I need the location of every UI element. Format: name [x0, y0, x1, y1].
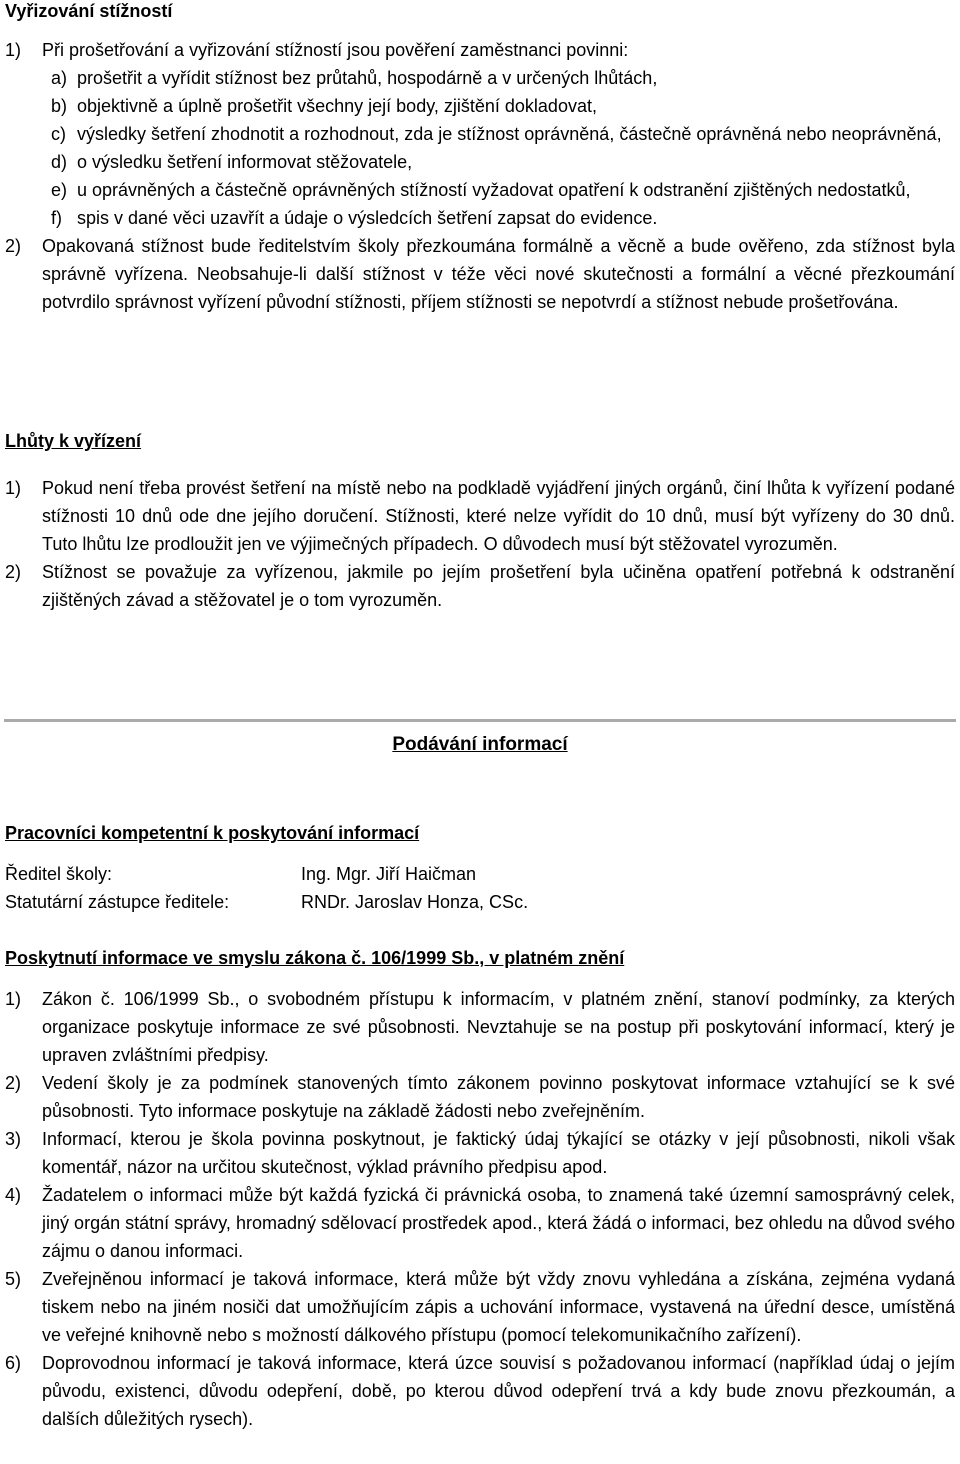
heading-podavani-informaci: Podávání informací — [392, 734, 568, 755]
item-number: 4) — [5, 1185, 22, 1205]
heading-pracovnici-kompetentni: Pracovníci kompetentní k poskytování informací — [5, 823, 420, 843]
item-text: Doprovodnou informací je taková informace, která úzce souvisí s požadovanou informací (například údaj o jejím původu, existenci, důvodu odepření, době, po kterou důvod odepření trvá a kdy bude znovu přezkoumán, a dalších důležitých rysech). — [42, 1353, 955, 1429]
heading-poskytnuti-informace: Poskytnutí informace ve smyslu zákona č. 106/1999 Sb., v platném znění — [5, 948, 625, 968]
section-lhuty-list — [5, 474, 955, 614]
list-item — [5, 36, 955, 64]
item-number: 2) — [5, 236, 22, 256]
sub-list — [5, 64, 955, 232]
sub-letter: e) — [51, 180, 68, 200]
list-item — [5, 232, 955, 316]
sub-item — [5, 64, 955, 92]
sub-item — [5, 148, 955, 176]
item-number: 3) — [5, 1129, 22, 1149]
item-number: 2) — [5, 562, 22, 582]
sub-letter: a) — [51, 68, 68, 88]
item-text: Opakovaná stížnost bude ředitelstvím školy přezkoumána formálně a věcně a bude ověřeno, zda stížnost byla správně vyřízena. Neobsahuje-li další stížnost v téže věci nové skutečnosti a formální a věcné přezkoumání potvrdilo správnost vyřízení původní stížnosti, příjem stížnosti se nepotvrdí a stížnost nebude prošetřována. — [42, 236, 955, 312]
sub-text: o výsledku šetření informovat stěžovatele, — [77, 152, 413, 172]
item-number: 2) — [5, 1073, 22, 1093]
contact-row — [5, 860, 528, 888]
item-text: Zákon č. 106/1999 Sb., o svobodném přístupu k informacím, v platném znění, stanoví podmínky, za kterých organizace poskytuje informace ze své působnosti. Nevztahuje se na postup při poskytování informací, který je upraven zvláštními předpisy. — [42, 989, 955, 1065]
item-text: Pokud není třeba provést šetření na místě nebo na podkladě vyjádření jiných orgánů, činí lhůta k vyřízení podané stížnosti 10 dnů ode dne jejího doručení. Stížnosti, které nelze vyřídit do 10 dnů, musí být vyřízeny do 30 dnů. Tuto lhůtu lze prodloužit jen ve výjimečných případech. O důvodech musí být stěžovatel vyrozuměn. — [42, 478, 955, 554]
contacts-table — [5, 860, 528, 916]
contact-label: Statutární zástupce ředitele: — [5, 892, 230, 912]
sub-text: výsledky šetření zhodnotit a rozhodnout, zda je stížnost oprávněná, částečně oprávněná nebo neoprávněná, — [77, 124, 942, 144]
item-text: Zveřejněnou informací je taková informace, která může být vždy znovu vyhledána a získána, zejména vydaná tiskem nebo na jiném nosiči dat umožňujícím zápis a uchování informace, vystavená na úřední desce, umístěná ve veřejné knihovně nebo s možností dálkového přístupu (pomocí telekomunikačního zařízení). — [42, 1269, 955, 1345]
item-text: Žadatelem o informaci může být každá fyzická či právnická osoba, to znamená také územní samosprávný celek, jiný orgán státní správy, hromadný sdělovací prostředek apod., která žádá o informaci, bez ohledu na důvod svého zájmu o danou informaci. — [42, 1185, 955, 1261]
list-item — [5, 985, 955, 1069]
sub-item — [5, 92, 955, 120]
sub-text: prošetřit a vyřídit stížnost bez průtahů, hospodárně a v určených lhůtách, — [77, 68, 658, 88]
list-item — [5, 1181, 955, 1265]
list-item — [5, 1069, 955, 1125]
list-item — [5, 474, 955, 558]
item-number: 6) — [5, 1353, 22, 1373]
sub-item — [5, 204, 955, 232]
sub-text: u oprávněných a částečně oprávněných stížností vyžadovat opatření k odstranění zjištěných nedostatků, — [77, 180, 911, 200]
list-item — [5, 1125, 955, 1181]
contact-row — [5, 888, 528, 916]
list-item — [5, 1349, 955, 1433]
section-poskytnuti-list — [5, 985, 955, 1433]
item-text: Při prošetřování a vyřizování stížností jsou pověření zaměstnanci povinni: — [42, 40, 629, 60]
sub-letter: d) — [51, 152, 68, 172]
item-number: 1) — [5, 40, 22, 60]
contact-value: RNDr. Jaroslav Honza, CSc. — [301, 892, 529, 912]
sub-text: spis v dané věci uzavřít a údaje o výsledcích šetření zapsat do evidence. — [77, 208, 658, 228]
list-item — [5, 1265, 955, 1349]
sub-letter: b) — [51, 96, 68, 116]
item-text: Informací, kterou je škola povinna poskytnout, je faktický údaj týkající se otázky v její působnosti, nikoli však komentář, názor na určitou skutečnost, výklad právního předpisu apod. — [42, 1129, 955, 1177]
heading-lhuty-k-vyrizeni: Lhůty k vyřízení — [5, 431, 142, 451]
contact-label: Ředitel školy: — [5, 864, 113, 884]
item-number: 1) — [5, 989, 22, 1009]
list-item — [5, 558, 955, 614]
horizontal-divider — [4, 719, 956, 722]
item-text: Stížnost se považuje za vyřízenou, jakmile po jejím prošetření byla učiněna opatření potřebná k odstranění zjištěných závad a stěžovatel je o tom vyrozuměn. — [42, 562, 955, 610]
contact-value: Ing. Mgr. Jiří Haičman — [301, 864, 477, 884]
sub-item — [5, 176, 955, 204]
sub-text: objektivně a úplně prošetřit všechny její body, zjištění dokladovat, — [77, 96, 597, 116]
sub-letter: f) — [51, 208, 62, 228]
item-number: 1) — [5, 478, 22, 498]
heading-vyrizovani-stiznosti: Vyřizování stížností — [5, 1, 173, 21]
section-vyrizovani-list — [5, 36, 955, 316]
item-number: 5) — [5, 1269, 22, 1289]
item-text: Vedení školy je za podmínek stanovených tímto zákonem povinno poskytovat informace vztahující se k své působnosti. Tyto informace poskytuje na základě žádosti nebo zveřejněním. — [42, 1073, 955, 1121]
sub-item — [5, 120, 955, 148]
sub-letter: c) — [51, 124, 66, 144]
